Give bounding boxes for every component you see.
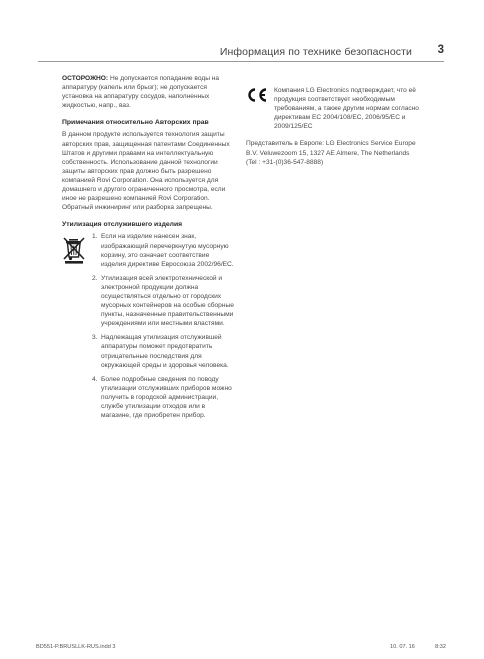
- list-item-text: Если на изделие нанесен знак, изображающий перечеркнутую мусорную корзину, это означает соответствие изделия директиве Евросоюза 2002/96/ЕС.: [101, 233, 234, 268]
- disposal-list: [92, 232, 234, 420]
- list-item: [92, 274, 234, 329]
- caution-label: ОСТОРОЖНО:: [62, 75, 109, 82]
- header-divider: [38, 61, 444, 62]
- list-item-number: 4.: [92, 375, 98, 383]
- disposal-heading: Утилизация отслужившего изделия: [62, 221, 183, 229]
- list-item-number: 3.: [92, 334, 98, 342]
- footer-date: 10. 07. 16: [390, 644, 415, 650]
- section-title: Информация по технике безопасности: [219, 46, 412, 58]
- ce-mark-icon: [246, 87, 268, 103]
- page-number: 3: [437, 44, 444, 56]
- crossed-out-wheelie-bin-icon: [63, 236, 85, 264]
- list-item-number: 1.: [92, 233, 98, 241]
- page-header: [38, 44, 444, 62]
- list-item-text: Более подробные сведения по поводу утилизации отслуживших приборов можно получить в городской администрации, службе утилизации отходов или в магазине, где приобретен прибор.: [101, 375, 232, 420]
- copyright-text: В данном продукте используется технология защиты авторских прав, защищенная патентами Соединенных Штатов и другими правами на интеллектуальную собственность. Использование данной технологии защиты авторских прав должно быть разрешено компанией Rovi Corporation. Она используется для домашнего и другого ограниченного просмотра, если иное не разрешено компанией Rovi Corporation. Обратный инжиниринг или разборка запрещены.: [62, 131, 230, 212]
- list-item: [92, 375, 234, 420]
- copyright-heading: Примечания относительно Авторских прав: [62, 119, 209, 127]
- caution-text: Не допускается попадание воды на аппаратуру (капель или брызг); не допускается установка на аппаратуру сосудов, наполненных жидкостью, напр., ваз.: [62, 75, 220, 110]
- list-item-text: Надлежащая утилизация отслужившей аппаратуры поможет предотвратить отрицательные последствия для окружающей среды и здоровья человека.: [101, 334, 229, 369]
- left-column: [62, 74, 234, 425]
- footer-filename: BD551-P.BRUSLLK-RUS.indd 3: [36, 644, 116, 650]
- list-item: [92, 232, 234, 268]
- footer-time: 8:32: [435, 644, 446, 650]
- list-item: [92, 333, 234, 369]
- declaration-text: Компания LG Electronics подтверждает, что её продукция соответствует необходимым требованиям, а также другим нормам согласно директивам EC 2004/108/EC, 2006/95/EC и 2009/125/EC: [274, 87, 419, 131]
- list-item-number: 2.: [92, 274, 98, 282]
- representative-text: Представитель в Европе: LG Electronics Service Europe B.V. Veluwezoom 15, 1327 AE Almere, The Netherlands (Tel : +31-(0)36-547-8888): [246, 140, 416, 166]
- ce-declaration: [246, 86, 420, 131]
- list-item-text: Утилизация всей электротехнической и электронной продукции должна осуществляться отдельно от городских мусорных контейнеров на особые сборные пункты, назначенные правительственными учреждениями или местными властями.: [101, 274, 234, 328]
- caution-paragraph: [62, 74, 234, 110]
- right-column: [246, 86, 420, 175]
- disposal-section: [62, 232, 234, 420]
